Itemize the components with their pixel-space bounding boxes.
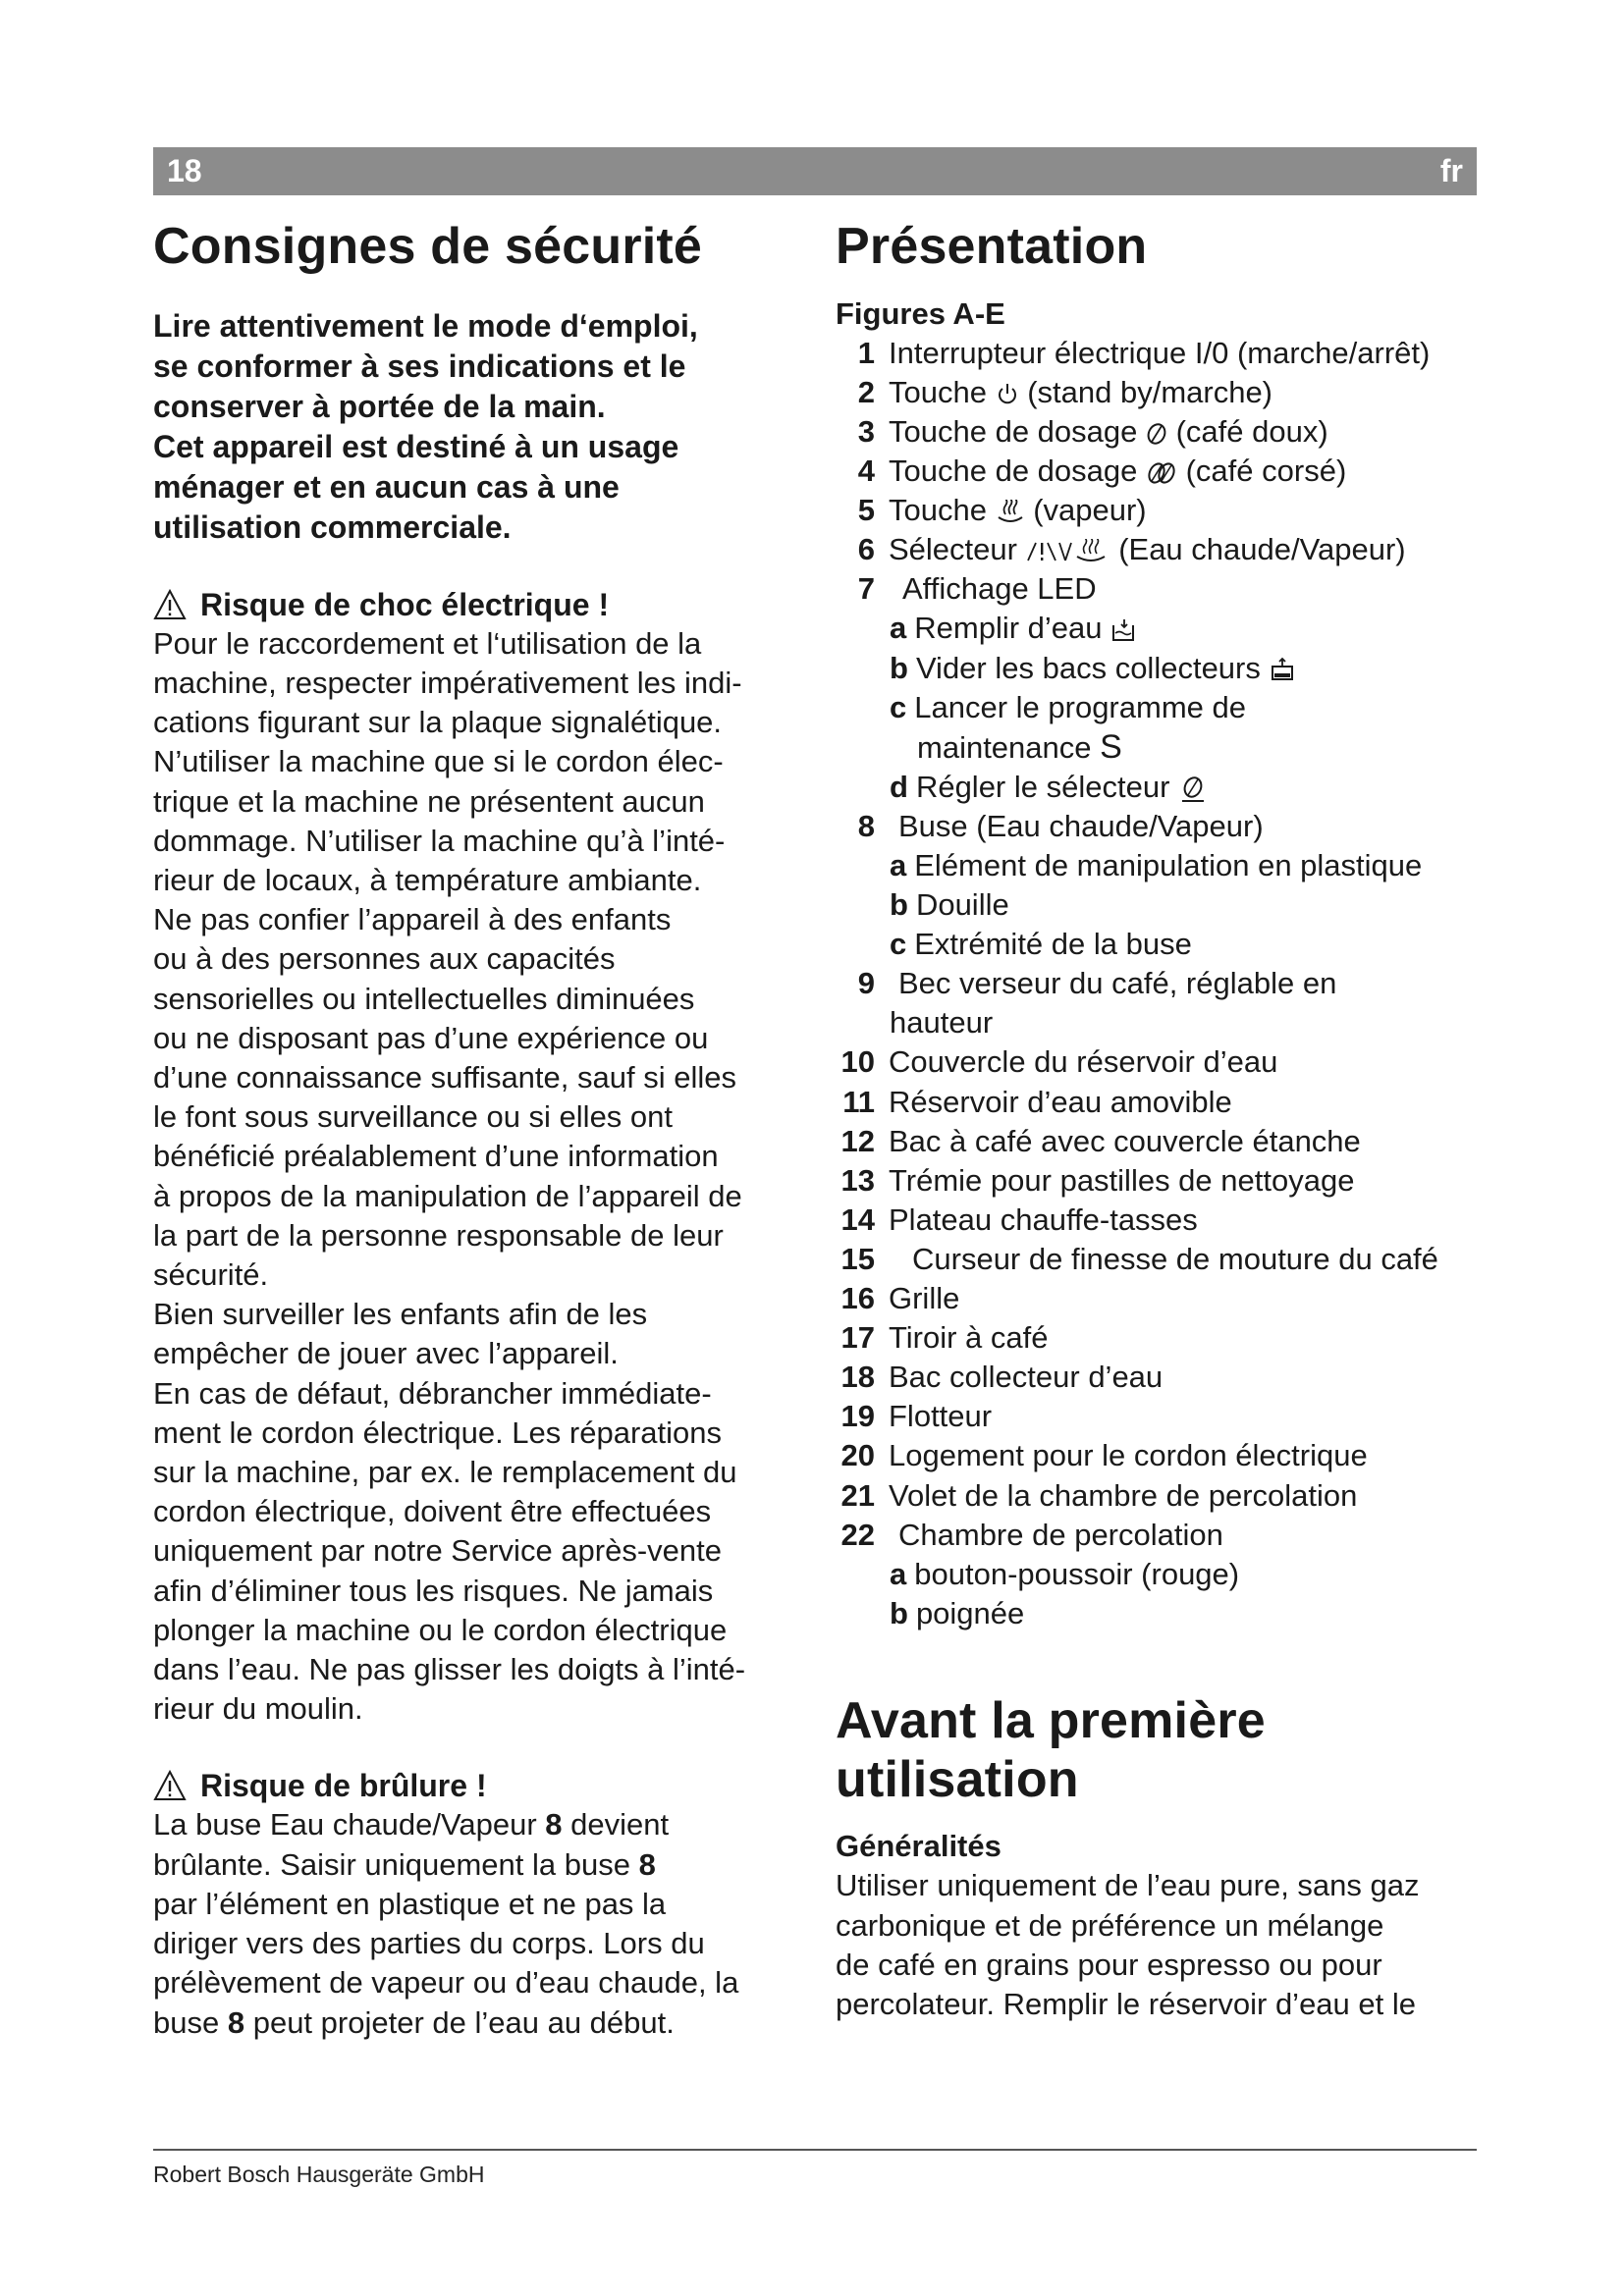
text-line: brûlante. Saisir uniquement la buse 8	[153, 1846, 656, 1882]
intro-line: Lire attentivement le mode d‘emploi,	[153, 307, 698, 344]
warning-triangle-icon	[153, 589, 187, 620]
sub-list-item: c Lancer le programme de	[890, 689, 1246, 724]
text-line: d’une connaissance suffisante, sauf si elles	[153, 1060, 736, 1095]
sub-list-item: a Remplir d’eau	[836, 609, 1493, 648]
list-item: 4 Touche de dosage (café corsé)	[857, 454, 1347, 489]
parts-list	[836, 334, 1493, 1633]
text-line: ou ne disposant pas d’une expérience ou	[153, 1020, 709, 1055]
steam-icon	[996, 500, 1025, 525]
safety-intro	[153, 306, 791, 548]
warning-triangle-icon	[153, 1770, 187, 1801]
text-line: carbonique et de préférence un mélange	[836, 1907, 1384, 1943]
text-line: afin d’éliminer tous les risques. Ne jamais	[153, 1573, 714, 1608]
sub-list-item: c Extrémité de la buse	[890, 927, 1192, 962]
presentation-column	[836, 218, 1493, 2024]
presentation-title: Présentation	[836, 218, 1148, 275]
maintenance-symbol: S	[1100, 727, 1122, 766]
text-line: bénéficié préalablement d’une information	[153, 1139, 719, 1174]
figures-heading: Figures A-E	[836, 295, 1005, 331]
text-line: percolateur. Remplir le réservoir d’eau et le	[836, 1987, 1416, 2022]
list-item: 3 Touche de dosage (café doux)	[857, 413, 1328, 449]
first-use-title: Avant la première utilisation	[836, 1691, 1266, 1808]
text-line: Utiliser uniquement de l’eau pure, sans gaz	[836, 1868, 1420, 1903]
list-item: 15 Curseur de finesse de mouture du café	[840, 1241, 1438, 1276]
warning-title-text: Risque de choc électrique !	[200, 586, 610, 622]
text-line: La buse Eau chaude/Vapeur 8 devient	[153, 1807, 670, 1842]
list-item: 13 Trémie pour pastilles de nettoyage	[840, 1162, 1355, 1198]
intro-line: conserver à portée de la main.	[153, 388, 606, 424]
text-line: sécurité.	[153, 1257, 269, 1293]
list-item: 18 Bac collecteur d’eau	[840, 1360, 1164, 1395]
text-line: cordon électrique, doivent être effectuées	[153, 1494, 712, 1529]
text-line: par l’élément en plastique et ne pas la	[153, 1886, 667, 1921]
list-item: 11 Réservoir d’eau amovible	[842, 1084, 1232, 1119]
text-line: dommage. N’utiliser la machine qu’à l’inté-	[153, 823, 726, 858]
text-line: Pour le raccordement et l‘utilisation de la	[153, 625, 702, 661]
list-item: 2 Touche (stand by/marche)	[857, 374, 1273, 409]
text-line: le font sous surveillance ou si elles ont	[153, 1099, 674, 1135]
page-number: 18	[167, 153, 202, 188]
power-icon	[996, 382, 1019, 407]
electric-shock-warning-text	[153, 624, 791, 1730]
list-item: 9 Bec verseur du café, réglable en	[857, 966, 1337, 1001]
text-line: de café en grains pour espresso ou pour	[836, 1947, 1382, 1982]
sub-list-item: b Vider les bacs collecteurs	[836, 649, 1493, 688]
fill-water-icon	[1110, 617, 1136, 643]
mild-coffee-bean-icon	[1146, 421, 1167, 447]
text-line: Bien surveiller les enfants afin de les	[153, 1297, 648, 1332]
sub-list-item: b poignée	[890, 1595, 1025, 1630]
list-item: 10 Couvercle du réservoir d’eau	[840, 1044, 1278, 1080]
text-line: la part de la personne responsable de leur	[153, 1217, 724, 1253]
list-item-continuation: hauteur	[890, 1005, 994, 1041]
text-line: machine, respecter impérativement les indi-	[153, 666, 742, 700]
language-code: fr	[1439, 153, 1463, 188]
text-line: sensorielles ou intellectuelles diminuées	[153, 981, 695, 1016]
intro-line: se conformer à ses indications et le	[153, 347, 686, 384]
text-line: plonger la machine ou le cordon électrique	[153, 1612, 728, 1647]
list-item: 1 Interrupteur électrique I/0 (marche/arrêt)	[857, 335, 1431, 370]
list-item: 20 Logement pour le cordon électrique	[840, 1438, 1368, 1473]
text-line: Ne pas confier l’appareil à des enfants	[153, 902, 672, 937]
intro-line: ménager et en aucun cas à une	[153, 468, 620, 505]
list-item: 21 Volet de la chambre de percolation	[840, 1477, 1358, 1513]
text-line: prélèvement de vapeur ou d’eau chaude, la	[153, 1965, 739, 2001]
burn-warning-text	[153, 1805, 791, 2042]
intro-line: Cet appareil est destiné à un usage	[153, 428, 679, 464]
text-line: diriger vers des parties du corps. Lors du	[153, 1926, 705, 1961]
general-subheading: Généralités	[836, 1829, 1001, 1864]
list-item: 16 Grille	[840, 1281, 960, 1316]
empty-drip-trays-icon	[1270, 657, 1295, 682]
list-item: 19 Flotteur	[840, 1399, 993, 1434]
list-item: 12 Bac à café avec couvercle étanche	[840, 1123, 1361, 1158]
list-item: 22 Chambre de percolation	[840, 1517, 1223, 1552]
adjust-selector-icon	[1178, 775, 1208, 803]
list-item: 5 Touche (vapeur)	[857, 493, 1147, 528]
list-item: 8 Buse (Eau chaude/Vapeur)	[857, 808, 1264, 843]
text-line: uniquement par notre Service après-vente	[153, 1533, 722, 1569]
text-line: ou à des personnes aux capacités	[153, 941, 616, 977]
list-item: 17 Tiroir à café	[840, 1320, 1049, 1356]
sub-list-item: a Elément de manipulation en plastique	[890, 848, 1423, 883]
warning-title-text: Risque de brûlure !	[200, 1768, 487, 1804]
safety-title: Consignes de sécurité	[153, 218, 703, 275]
text-line: empêcher de jouer avec l’appareil.	[153, 1336, 619, 1371]
text-line: rieur du moulin.	[153, 1691, 363, 1727]
footer-divider	[153, 2149, 1477, 2151]
text-line: dans l’eau. Ne pas glisser les doigts à l’inté-	[153, 1652, 746, 1687]
text-line: En cas de défaut, débrancher immédiate-	[153, 1375, 712, 1411]
burn-warning-heading	[153, 1766, 791, 1805]
electric-shock-warning-heading	[153, 585, 791, 624]
strong-coffee-beans-icon	[1146, 460, 1177, 486]
list-item: 7 Affichage LED	[857, 571, 1097, 607]
sub-list-item: a bouton-poussoir (rouge)	[890, 1556, 1240, 1591]
text-line: à propos de la manipulation de l’appareil de	[153, 1178, 742, 1213]
intro-line: utilisation commerciale.	[153, 508, 512, 545]
text-line: buse 8 peut projeter de l’eau au début.	[153, 2004, 675, 2040]
text-line: cations figurant sur la plaque signalétique.	[153, 705, 723, 740]
text-line: rieur de locaux, à température ambiante.	[153, 863, 702, 898]
list-item: 6 Sélecteur (Eau chaude/Vapeur)	[857, 532, 1406, 567]
page-header-bar	[153, 147, 1477, 195]
hot-water-steam-selector-icon	[1026, 539, 1110, 564]
footer-company: Robert Bosch Hausgeräte GmbH	[153, 2162, 485, 2187]
safety-column	[153, 218, 791, 2043]
text-line: ment le cordon électrique. Les réparations	[153, 1415, 722, 1450]
text-line: trique et la machine ne présentent aucun	[153, 783, 705, 819]
general-text	[836, 1866, 1493, 2024]
sub-list-item: b Douille	[890, 887, 1009, 923]
sub-list-item-continuation: maintenance S	[917, 727, 1122, 766]
text-line: sur la machine, par ex. le remplacement du	[153, 1455, 737, 1490]
text-line: N’utiliser la machine que si le cordon élec-	[153, 744, 724, 779]
list-item: 14 Plateau chauffe-tasses	[840, 1201, 1198, 1237]
sub-list-item: d Régler le sélecteur	[836, 768, 1493, 807]
